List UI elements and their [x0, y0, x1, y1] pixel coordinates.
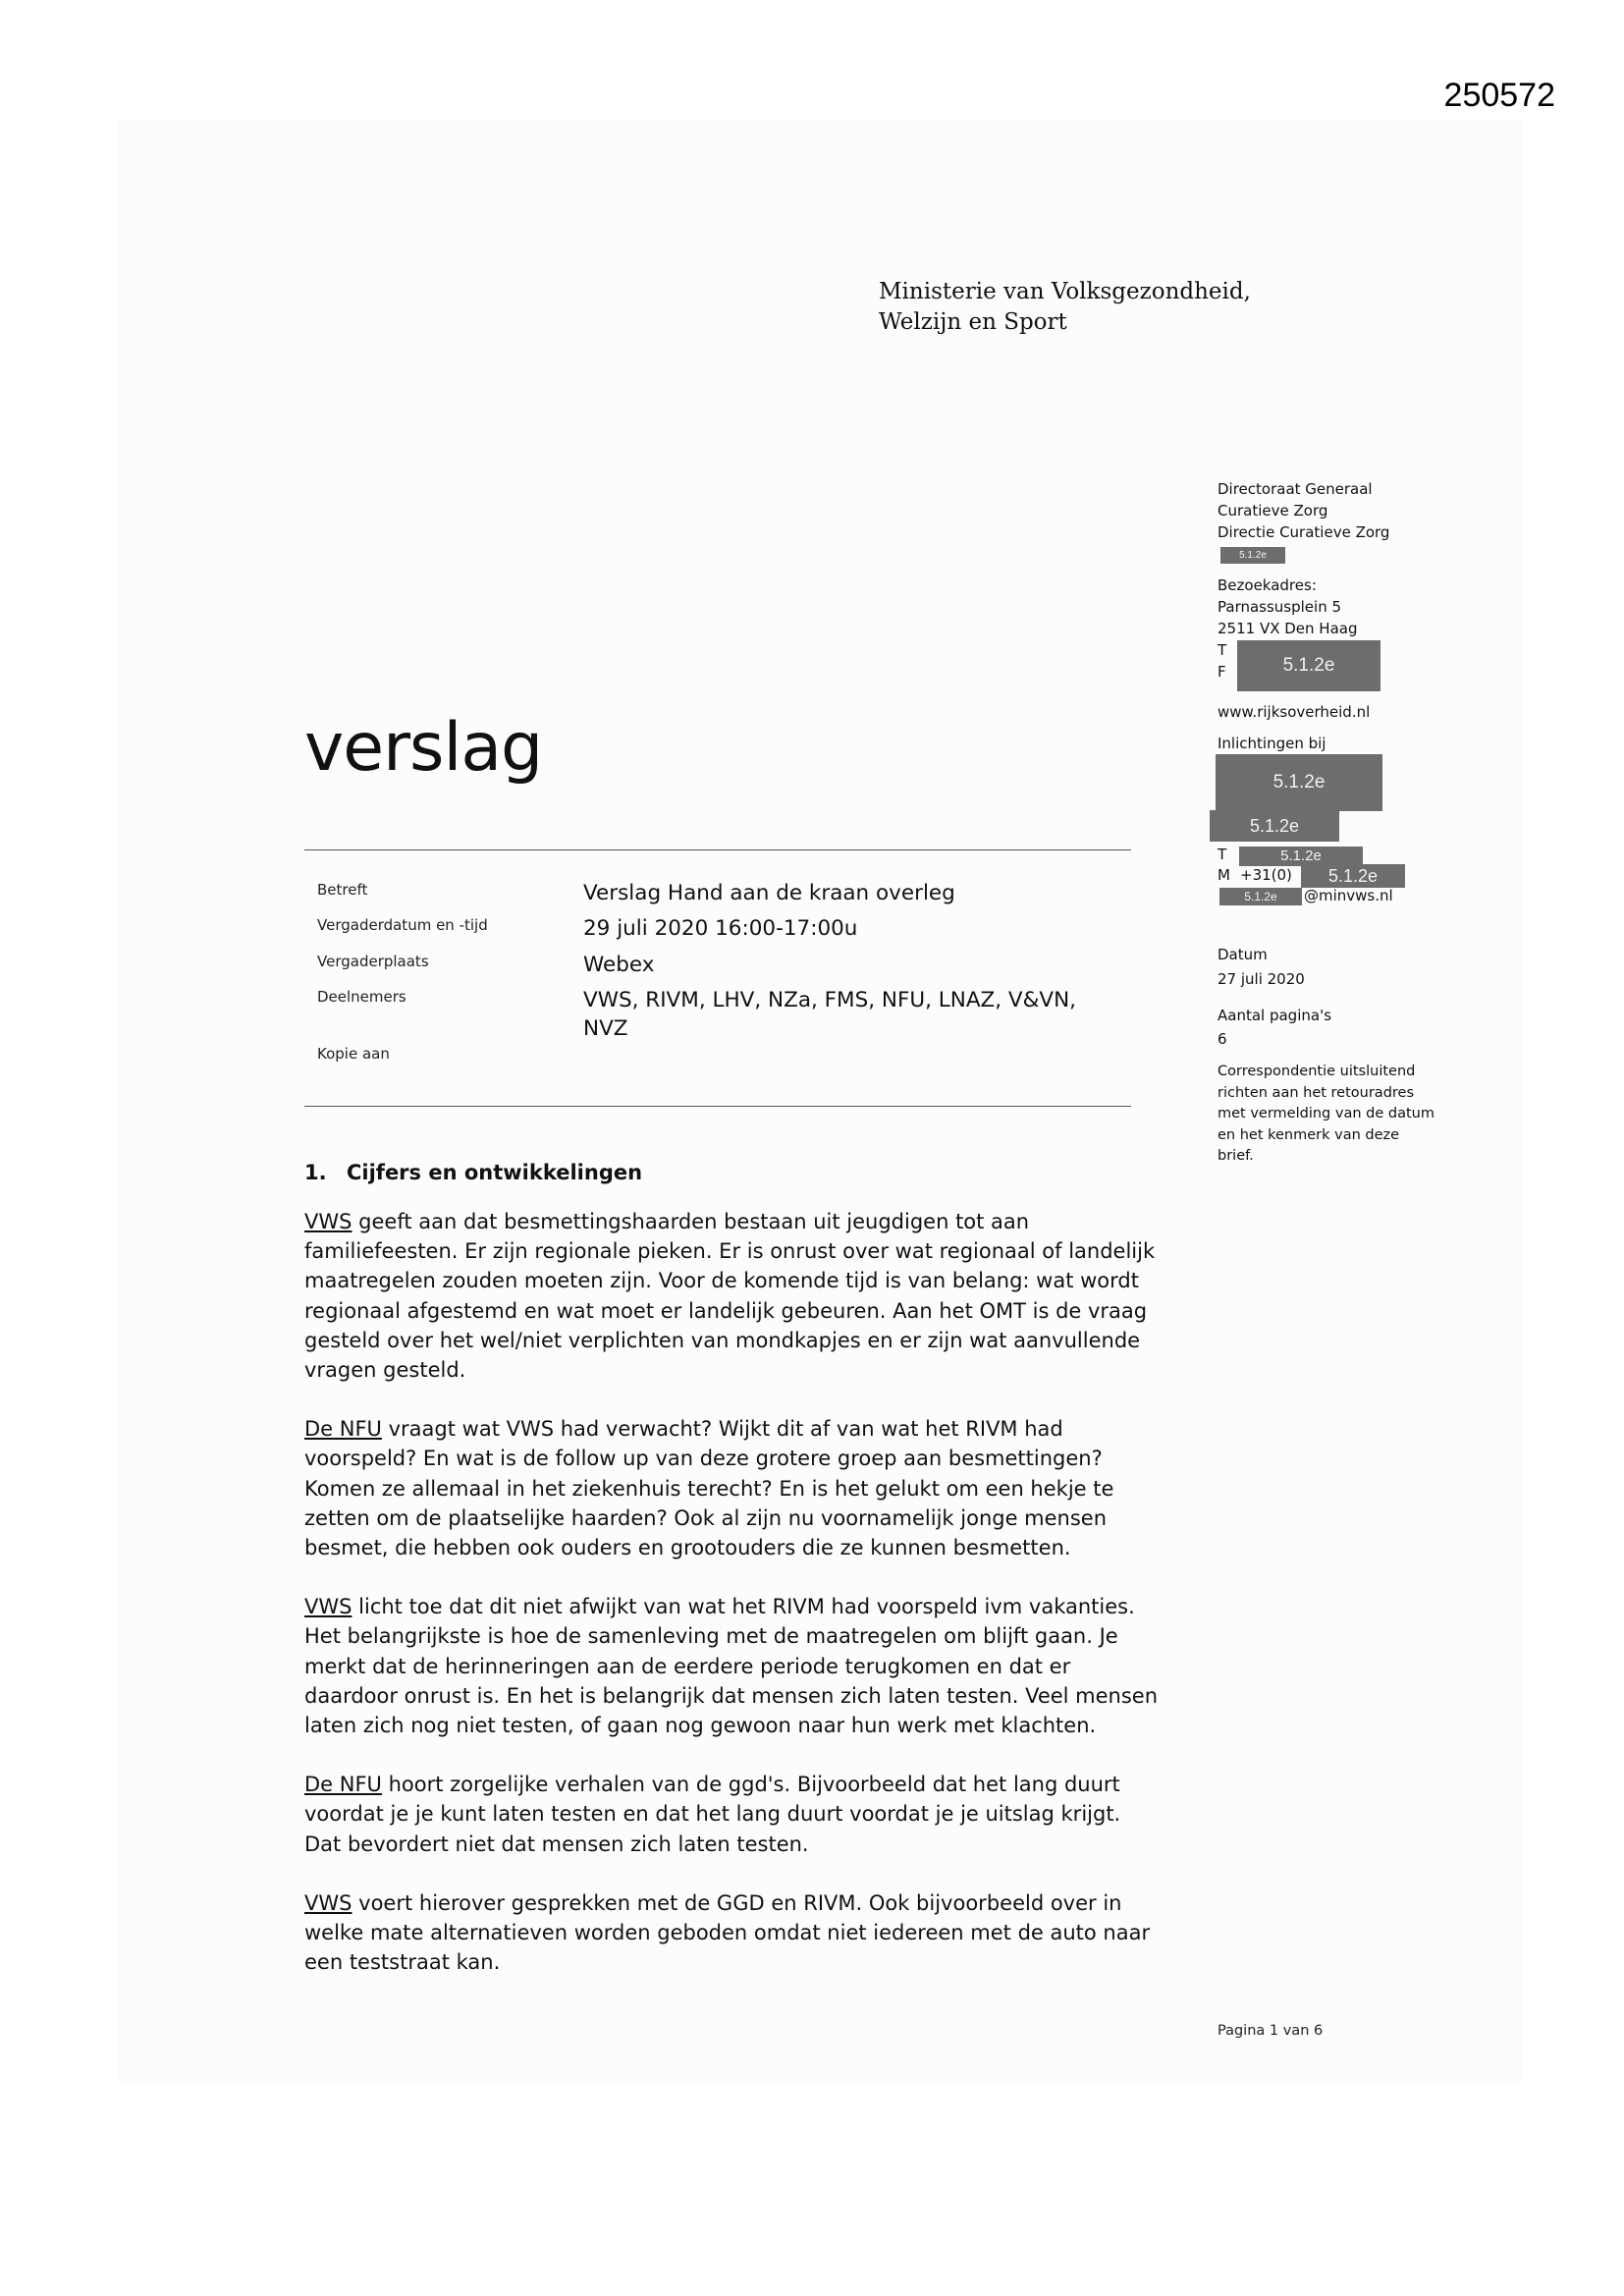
speaker-name: VWS	[304, 1210, 352, 1233]
paragraph-line: Komen ze allemaal in het ziekenhuis terecht? En is het gelukt om een hekje te	[304, 1476, 1114, 1501]
line-text: licht toe dat dit niet afwijkt van wat het RIVM had voorspeld ivm vakanties.	[352, 1595, 1135, 1619]
location-label: Vergaderplaats	[317, 953, 429, 970]
paragraph-line	[304, 1414, 1208, 1444]
line-text: geeft aan dat besmettingshaarden bestaan uit jeugdigen tot aan	[352, 1210, 1030, 1233]
paragraph	[304, 1888, 1208, 1978]
postal-city: 2511 VX Den Haag	[1218, 620, 1358, 637]
mobile-prefix: +31(0)	[1240, 866, 1292, 884]
redaction-box: 5.1.2e	[1216, 754, 1382, 811]
fax-label: F	[1218, 663, 1226, 681]
paragraph-line	[304, 1592, 1208, 1621]
speaker-name: De NFU	[304, 1773, 382, 1797]
info-heading: Inlichtingen bij	[1218, 735, 1326, 752]
pages-heading: Aantal pagina's	[1218, 1007, 1332, 1024]
ministry-line-1: Ministerie van Volksgezondheid,	[879, 279, 1251, 304]
paragraph-line	[304, 1888, 1208, 1918]
speaker-name: VWS	[304, 1595, 352, 1619]
line-text: hoort zorgelijke verhalen van de ggd's. Bijvoorbeeld dat het lang duurt	[381, 1773, 1120, 1797]
org-line-3: Directie Curatieve Zorg	[1218, 523, 1390, 541]
participants-label: Deelnemers	[317, 988, 406, 1006]
paragraph-line	[304, 1770, 1208, 1799]
email-domain: @minvws.nl	[1304, 887, 1393, 904]
redaction-box: 5.1.2e	[1210, 810, 1339, 842]
line-text: vraagt wat VWS had verwacht? Wijkt dit af van wat het RIVM had	[381, 1417, 1063, 1442]
mobile-label: M	[1218, 866, 1230, 884]
paragraph-line: een teststraat kan.	[304, 1950, 501, 1975]
page-number: Pagina 1 van 6	[1218, 2023, 1324, 2039]
datetime-value: 29 juli 2020 16:00-17:00u	[583, 916, 858, 941]
paragraph-line: maatregelen zouden moeten zijn. Voor de komende tijd is van belang: wat wordt	[304, 1269, 1139, 1293]
ministry-line-2: Welzijn en Sport	[879, 309, 1067, 335]
correspondence-line: met vermelding van de datum	[1218, 1106, 1435, 1121]
speaker-name: VWS	[304, 1890, 352, 1915]
redaction-box: 5.1.2e	[1219, 888, 1302, 905]
subject-label: Betreft	[317, 881, 368, 899]
paragraph	[304, 1592, 1208, 1740]
visit-address-heading: Bezoekadres:	[1218, 576, 1317, 594]
redaction-box: 5.1.2e	[1237, 640, 1380, 691]
paragraph-line: familiefeesten. Er zijn regionale pieken. Er is onrust over wat regionaal of landelijk	[304, 1239, 1156, 1264]
website[interactable]: www.rijksoverheid.nl	[1218, 703, 1371, 721]
redaction-box: 5.1.2e	[1301, 864, 1405, 888]
correspondence-line: Correspondentie uitsluitend	[1218, 1064, 1416, 1079]
paragraph	[304, 1770, 1208, 1859]
paragraph	[304, 1207, 1208, 1385]
pages-value: 6	[1218, 1030, 1227, 1048]
divider-bottom	[304, 1106, 1131, 1107]
paragraph-line: voordat je je kunt laten testen en dat het lang duurt voordat je je uitslag krijgt.	[304, 1802, 1121, 1827]
redaction-box: 5.1.2e	[1220, 547, 1285, 564]
org-line-2: Curatieve Zorg	[1218, 502, 1328, 519]
paragraph-line: welke mate alternatieven worden geboden omdat niet iedereen met de auto naar	[304, 1921, 1151, 1945]
redaction-box: 5.1.2e	[1239, 847, 1363, 866]
correspondence-line: brief.	[1218, 1148, 1254, 1164]
date-heading: Datum	[1218, 946, 1268, 963]
paragraph-line: Het belangrijkste is hoe de samenleving met de maatregelen om blijft gaan. Je	[304, 1624, 1118, 1649]
paragraph	[304, 1414, 1208, 1562]
correspondence-note	[1218, 1062, 1435, 1168]
street-address: Parnassusplein 5	[1218, 598, 1342, 616]
correspondence-line: richten aan het retouradres	[1218, 1084, 1415, 1101]
paragraph-line: daardoor onrust is. En het is belangrijk dat mensen zich laten testen. Veel mensen	[304, 1683, 1159, 1708]
divider-top	[304, 849, 1131, 850]
document-title: verslag	[304, 709, 543, 787]
section-number: 1.	[304, 1161, 327, 1184]
phone-label: T	[1218, 641, 1227, 659]
section-title: Cijfers en ontwikkelingen	[347, 1161, 643, 1184]
section-heading	[304, 1161, 642, 1184]
paragraph-line: gesteld over het wel/niet verplichten van mondkapjes en er zijn wat aanvullende	[304, 1328, 1141, 1352]
participants-value	[583, 986, 1133, 1043]
paragraph-line: regionaal afgestemd en wat moet er landelijk gebeuren. Aan het OMT is de vraag	[304, 1298, 1148, 1323]
paragraph-line: voorspeld? En wat is de follow up van deze grotere groep aan besmettingen?	[304, 1447, 1103, 1471]
paragraph-line: vragen gesteld.	[304, 1358, 466, 1383]
correspondence-line: en het kenmerk van deze	[1218, 1126, 1400, 1143]
copy-label: Kopie aan	[317, 1045, 390, 1063]
paragraph-line: merkt dat de herinneringen aan de eerdere periode terugkomen en dat er	[304, 1654, 1071, 1678]
participants-line-1: VWS, RIVM, LHV, NZa, FMS, NFU, LNAZ, V&VN,	[583, 988, 1077, 1012]
datetime-label: Vergaderdatum en -tijd	[317, 916, 488, 934]
date-value: 27 juli 2020	[1218, 970, 1305, 988]
paragraph-line: laten zich nog niet testen, of gaan nog gewoon naar hun werk met klachten.	[304, 1714, 1097, 1738]
paragraph-line	[304, 1207, 1208, 1236]
ministry-name	[879, 277, 1251, 338]
phone-label: T	[1218, 846, 1227, 863]
participants-line-2: NVZ	[583, 1016, 628, 1041]
location-value: Webex	[583, 953, 655, 977]
paragraph-line: zetten om de plaatselijke haarden? Ook al zijn nu voornamelijk jonge mensen	[304, 1505, 1108, 1530]
paragraph-line: besmet, die hebben ook ouders en grootouders die ze kunnen besmetten.	[304, 1536, 1071, 1560]
speaker-name: De NFU	[304, 1417, 382, 1442]
body-text	[304, 1207, 1208, 2006]
line-text: voert hierover gesprekken met de GGD en RIVM. Ook bijvoorbeeld over in	[352, 1890, 1122, 1915]
org-line-1: Directoraat Generaal	[1218, 480, 1373, 498]
paragraph-line: Dat bevordert niet dat mensen zich laten testen.	[304, 1831, 809, 1856]
subject-value: Verslag Hand aan de kraan overleg	[583, 881, 955, 905]
document-id: 250572	[1443, 77, 1555, 114]
